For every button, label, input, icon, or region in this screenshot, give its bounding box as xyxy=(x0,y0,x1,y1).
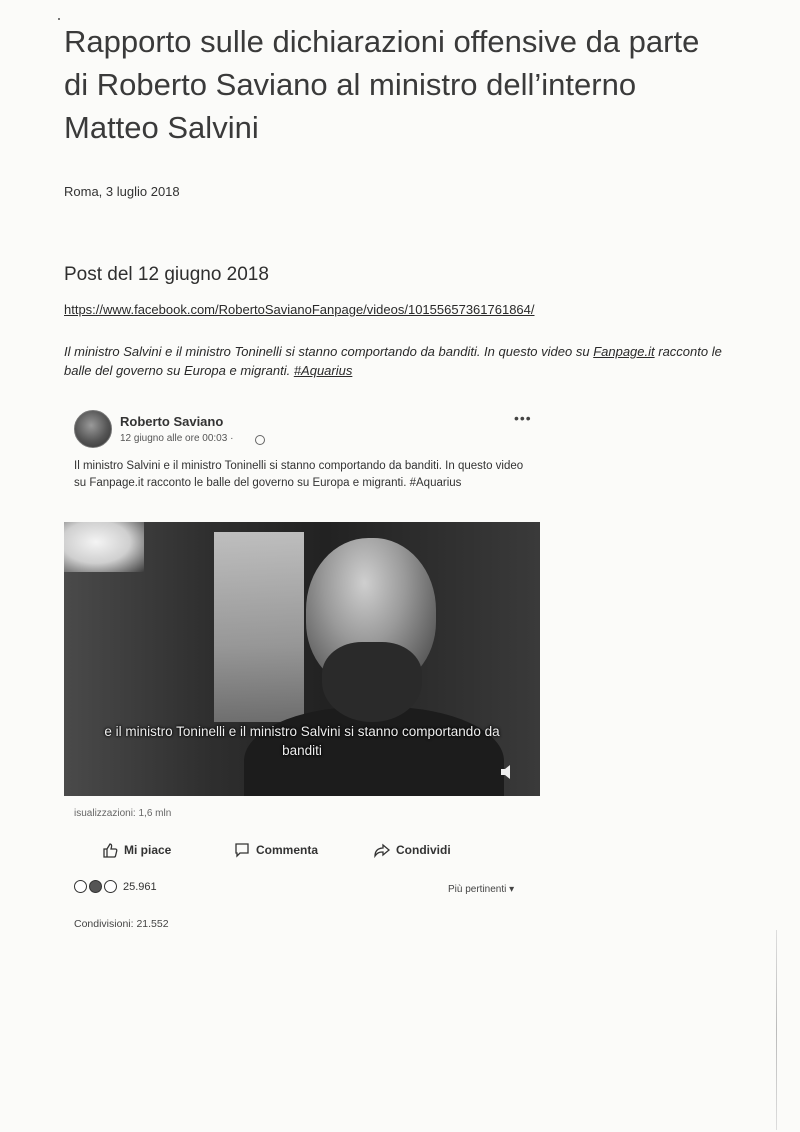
post-url-link[interactable]: https://www.facebook.com/RobertoSavianoFanpage/videos/10155657361761864/ xyxy=(64,302,535,317)
like-icon xyxy=(102,842,118,858)
reaction-count: 25.961 xyxy=(123,880,157,893)
video-subtitle: e il ministro Toninelli e il ministro Salvini si stanno comportando da banditi xyxy=(104,724,500,758)
view-count: isualizzazioni: 1,6 mln xyxy=(74,808,172,819)
reaction-icon xyxy=(104,880,117,893)
volume-icon[interactable] xyxy=(500,764,514,780)
scan-edge-line xyxy=(776,930,777,1130)
facebook-post-screenshot xyxy=(64,400,544,960)
scan-speck xyxy=(58,18,60,20)
speaker-beard xyxy=(322,642,422,722)
more-options-icon[interactable]: ••• xyxy=(514,410,532,426)
post-description xyxy=(64,342,744,380)
reaction-icon xyxy=(89,880,102,893)
fanpage-link[interactable]: Fanpage.it xyxy=(593,344,655,359)
share-icon xyxy=(374,842,390,858)
comment-label: Commenta xyxy=(256,843,319,857)
avatar[interactable] xyxy=(74,410,112,448)
post-text: Il ministro Salvini e il ministro Toninelli si stanno comportando da banditi. In questo video su Fanpage.it racconto le balle del governo su Europa e migranti. #Aquarius xyxy=(74,460,524,489)
post-description-text-1: Il ministro Salvini e il ministro Toninelli si stanno comportando da banditi. In questo video su xyxy=(64,344,594,359)
share-count[interactable]: Condivisioni: 21.552 xyxy=(74,918,169,930)
blurred-corner xyxy=(64,522,144,572)
post-description-text-2: racconto le balle del governo su Europa e migranti. xyxy=(64,344,722,378)
post-timestamp[interactable]: 12 giugno alle ore 00:03 · xyxy=(120,433,234,444)
post-author[interactable]: Roberto Saviano xyxy=(120,414,224,429)
like-button[interactable] xyxy=(102,842,171,858)
post-actions-bar xyxy=(102,842,522,862)
comment-button[interactable] xyxy=(234,842,318,858)
hashtag-link[interactable]: #Aquarius xyxy=(293,363,353,378)
globe-icon xyxy=(255,435,265,445)
comment-icon xyxy=(234,842,250,858)
reactions-summary[interactable] xyxy=(74,880,157,893)
document-title: Rapporto sulle dichiarazioni offensive da parte di Roberto Saviano al ministro dell’interno Matteo Salvini xyxy=(64,24,700,145)
share-label: Condividi xyxy=(396,843,451,857)
document-date: Roma, 3 luglio 2018 xyxy=(64,184,180,199)
comment-sort-dropdown[interactable]: Più pertinenti ▾ xyxy=(448,884,515,895)
like-label: Mi piace xyxy=(124,843,172,857)
video-player[interactable] xyxy=(64,522,540,796)
post-heading: Post del 12 giugno 2018 xyxy=(64,264,269,285)
share-button[interactable] xyxy=(374,842,451,858)
background-window xyxy=(214,532,304,722)
reaction-icon xyxy=(74,880,87,893)
